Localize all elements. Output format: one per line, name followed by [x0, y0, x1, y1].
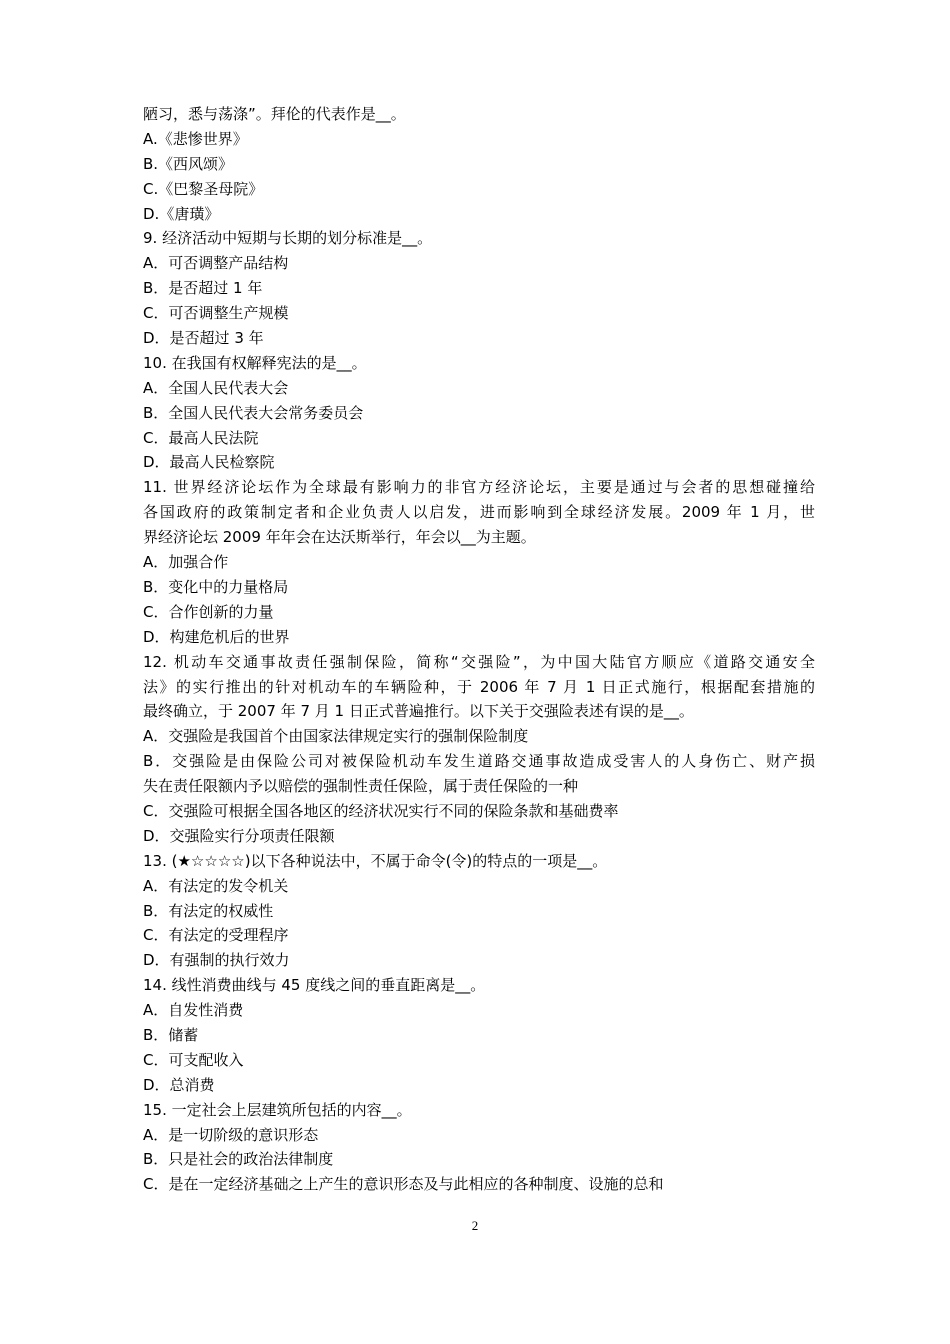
text-line: C．交强险可根据全国各地区的经济状况实行不同的保险条款和基础费率: [143, 802, 619, 821]
text-line: B．只是社会的政治法律制度: [143, 1150, 334, 1169]
text-line: 11. 世界经济论坛作为全球最有影响力的非官方经济论坛，主要是通过与会者的思想碰撞给: [143, 478, 815, 497]
text-line: C．可否调整生产规模: [143, 304, 289, 323]
text-line: D.《唐璜》: [143, 204, 220, 223]
text-line: 陋习，悉与荡涤”。拜伦的代表作是__。: [143, 105, 406, 123]
text-line: D．总消费: [143, 1075, 215, 1094]
text-line: 15. 一定社会上层建筑所包括的内容__。: [143, 1100, 412, 1119]
page-number: 2: [471, 1218, 479, 1233]
text-line: B．有法定的权威性: [143, 901, 274, 920]
text-line: D．有强制的执行效力: [143, 951, 290, 970]
text-line: C．最高人民法院: [143, 428, 259, 447]
text-line: 14. 线性消费曲线与 45 度线之间的垂直距离是__。: [143, 976, 486, 995]
text-line: 界经济论坛 2009 年年会在达沃斯举行，年会以__为主题。: [143, 528, 536, 547]
text-line: D．最高人民检察院: [143, 453, 275, 472]
text-line: A．是一切阶级的意识形态: [143, 1125, 319, 1144]
text-line: B．交强险是由保险公司对被保险机动车发生道路交通事故造成受害人的人身伤亡、财产损: [143, 752, 815, 771]
text-line: 法》的实行推出的针对机动车的车辆险种，于 2006 年 7 月 1 日正式施行，根据配套措施的: [143, 677, 815, 696]
text-line: A．有法定的发令机关: [143, 876, 289, 895]
text-line: 失在责任限额内予以赔偿的强制性责任保险，属于责任保险的一种: [143, 777, 579, 796]
text-line: B．变化中的力量格局: [143, 577, 289, 596]
text-line: C．有法定的受理程序: [143, 926, 289, 945]
text-line: A.《悲惨世界》: [143, 129, 248, 148]
text-line: A．全国人民代表大会: [143, 378, 289, 397]
text-line: C.《巴黎圣母院》: [143, 179, 264, 198]
text-line: C．是在一定经济基础之上产生的意识形态及与此相应的各种制度、设施的总和: [143, 1175, 664, 1194]
text-line: A．自发性消费: [143, 1001, 244, 1020]
text-line: 12. 机动车交通事故责任强制保险，简称“交强险”，为中国大陆官方顺应《道路交通安全: [143, 652, 815, 671]
text-line: D．构建危机后的世界: [143, 627, 290, 646]
text-line: A．交强险是我国首个由国家法律规定实行的强制保险制度: [143, 727, 529, 746]
text-line: 最终确立，于 2007 年 7 月 1 日正式普遍推行。以下关于交强险表述有误的是__。: [143, 702, 694, 721]
text-line: C．合作创新的力量: [143, 602, 274, 621]
text-line: 13. (★☆☆☆☆)以下各种说法中，不属于命令(令)的特点的一项是__。: [143, 851, 608, 870]
text-line: B．全国人民代表大会常务委员会: [143, 403, 364, 422]
text-line: 各国政府的政策制定者和企业负责人以启发，进而影响到全球经济发展。2009 年 1 月，世: [143, 503, 815, 522]
text-line: D．交强险实行分项责任限额: [143, 826, 335, 845]
text-line: C．可支配收入: [143, 1050, 244, 1069]
page-body: [143, 102, 815, 1197]
text-line: D．是否超过 3 年: [143, 329, 264, 348]
text-line: B．储蓄: [143, 1026, 199, 1045]
text-line: A．可否调整产品结构: [143, 254, 289, 273]
text-line: B．是否超过 1 年: [143, 279, 263, 298]
text-line: B.《西风颂》: [143, 154, 234, 173]
text-line: 10. 在我国有权解释宪法的是__。: [143, 353, 367, 372]
text-line: A．加强合作: [143, 553, 229, 572]
text-line: 9. 经济活动中短期与长期的划分标准是__。: [143, 229, 433, 248]
